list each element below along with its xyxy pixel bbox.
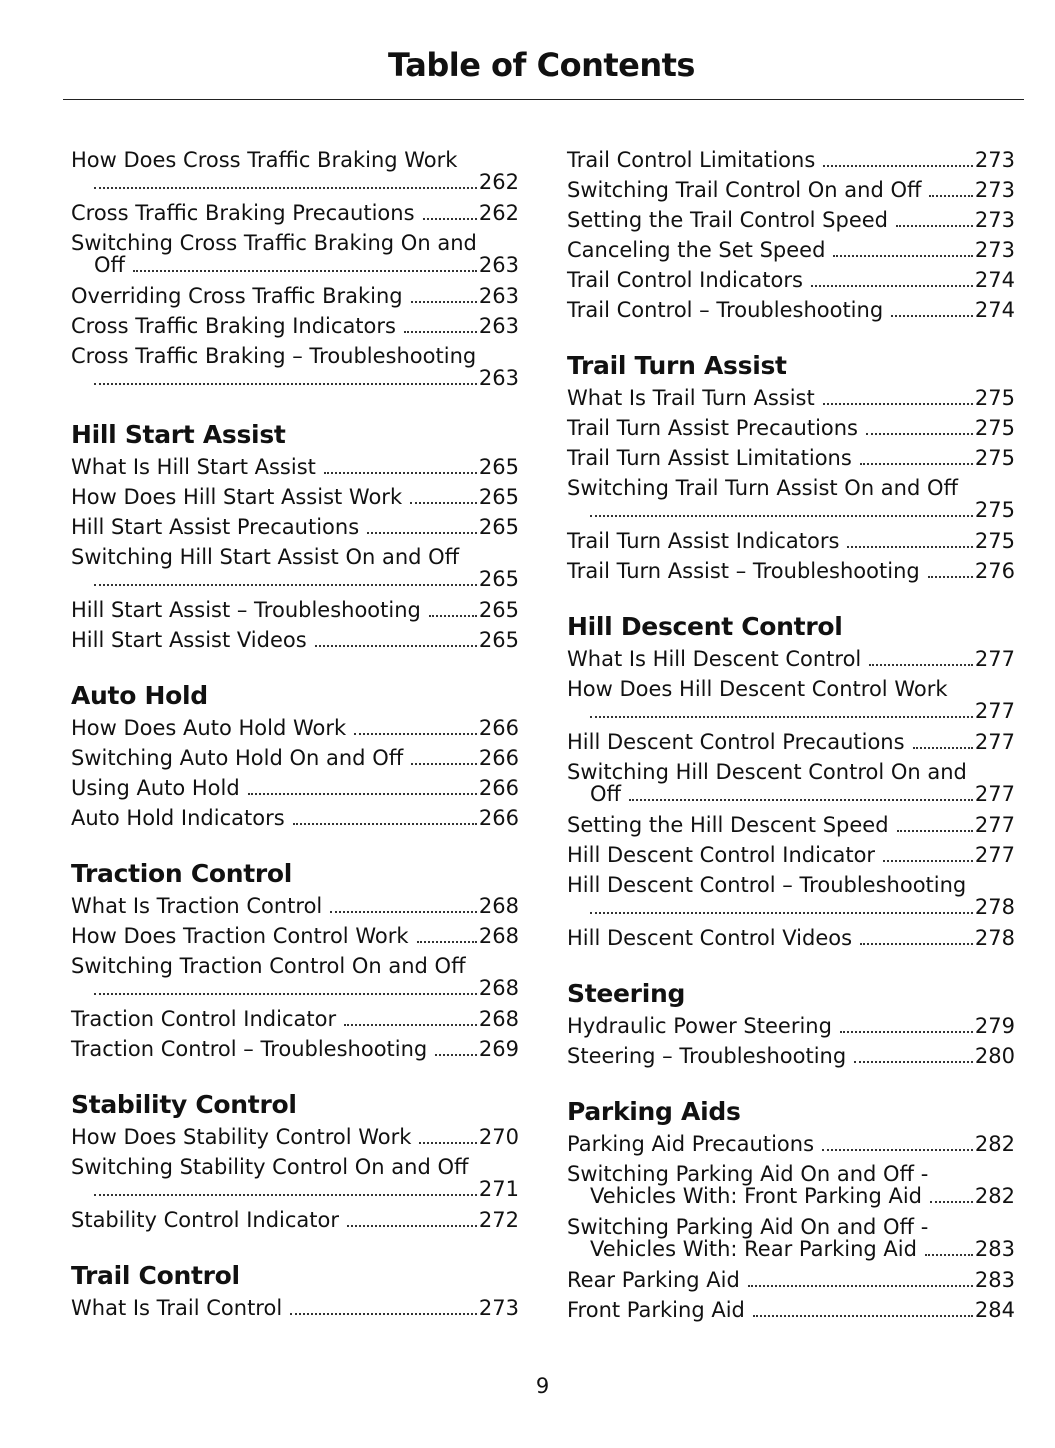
- toc-entry[interactable]: [71, 743, 519, 773]
- entry-title: Setting the Hill Descent Speed: [567, 813, 889, 837]
- entry-title: Switching Parking Aid On and Off -: [567, 1215, 929, 1239]
- dot-leader: [315, 645, 477, 647]
- entry-page-number: 274: [974, 268, 1015, 292]
- entry-page-number: 262: [478, 201, 519, 225]
- entry-page-number: 276: [974, 559, 1015, 583]
- entry-continuation: [567, 1238, 1015, 1265]
- title-divider: [63, 99, 1024, 100]
- entry-title: Switching Stability Control On and Off: [71, 1155, 469, 1179]
- toc-entry[interactable]: [71, 773, 519, 803]
- toc-entry[interactable]: [567, 205, 1015, 235]
- entry-title: Trail Control Limitations: [567, 148, 816, 172]
- entry-title: What Is Traction Control: [71, 894, 323, 918]
- section-heading: Auto Hold: [71, 681, 208, 710]
- entry-page-number: 266: [478, 806, 519, 830]
- entry-page-number: 263: [478, 284, 519, 308]
- dot-leader: [419, 1142, 476, 1144]
- entry-page-number: 277: [974, 782, 1015, 806]
- entry-page-number: 265: [478, 628, 519, 652]
- toc-section: [71, 1259, 519, 1323]
- entry-page-number: 282: [974, 1132, 1015, 1156]
- dot-leader: [411, 763, 477, 765]
- entry-title-continued: Off: [94, 253, 125, 277]
- dot-leader: [423, 218, 477, 220]
- toc-entry[interactable]: [567, 1212, 1015, 1265]
- entry-page-number: 273: [974, 178, 1015, 202]
- entry-title: How Does Hill Start Assist Work: [71, 485, 403, 509]
- entry-page-number: 263: [478, 253, 519, 277]
- toc-section: [71, 418, 519, 655]
- dot-leader: [913, 747, 973, 749]
- entry-page-number: 279: [974, 1014, 1015, 1038]
- dot-leader: [896, 225, 973, 227]
- toc-section: [567, 610, 1015, 953]
- entry-title: Hydraulic Power Steering: [567, 1014, 832, 1038]
- entry-title-continued: Off: [590, 782, 621, 806]
- entry-title: Hill Descent Control Indicator: [567, 843, 876, 867]
- entry-page-number: 275: [974, 386, 1015, 410]
- toc-entry[interactable]: [567, 1265, 1015, 1295]
- toc-entry[interactable]: [567, 175, 1015, 205]
- entry-title: Switching Hill Descent Control On and: [567, 760, 967, 784]
- entry-title: Stability Control Indicator: [71, 1208, 339, 1232]
- entry-page-number: 274: [974, 298, 1015, 322]
- entry-title: How Does Stability Control Work: [71, 1125, 412, 1149]
- entry-title: Trail Turn Assist Limitations: [567, 446, 852, 470]
- entry-title: Cross Traffic Braking Precautions: [71, 201, 415, 225]
- toc-entry[interactable]: [71, 281, 519, 311]
- dot-leader: [347, 1225, 477, 1227]
- entry-page-number: 269: [478, 1037, 519, 1061]
- entry-page-number: 275: [974, 446, 1015, 470]
- entry-title: How Does Hill Descent Control Work: [567, 677, 948, 701]
- dot-leader: [290, 1313, 477, 1315]
- entry-page-number: 277: [974, 699, 1015, 723]
- toc-entry[interactable]: [567, 757, 1015, 810]
- entry-title: What Is Hill Start Assist: [71, 455, 316, 479]
- entry-title: Overriding Cross Traffic Braking: [71, 284, 403, 308]
- entry-page-number: 266: [478, 746, 519, 770]
- toc-entry[interactable]: [71, 542, 519, 595]
- dot-leader: [928, 576, 973, 578]
- entry-page-number: 277: [974, 730, 1015, 754]
- entry-title: Steering – Troubleshooting: [567, 1044, 847, 1068]
- entry-page-number: 268: [478, 1007, 519, 1031]
- toc-entry[interactable]: [567, 265, 1015, 295]
- entry-page-number: 265: [478, 515, 519, 539]
- entry-continuation: [71, 254, 519, 281]
- dot-leader: [411, 301, 477, 303]
- toc-entry[interactable]: [71, 1034, 519, 1064]
- toc-entry[interactable]: [567, 526, 1015, 556]
- dot-leader: [435, 1054, 477, 1056]
- entry-page-number: 283: [974, 1268, 1015, 1292]
- dot-leader: [869, 664, 973, 666]
- entry-title: How Does Cross Traffic Braking Work: [71, 148, 458, 172]
- toc-section: [567, 977, 1015, 1071]
- toc-entry[interactable]: [567, 674, 1015, 727]
- entry-page-number: 266: [478, 716, 519, 740]
- toc-section: [567, 145, 1015, 325]
- entry-continuation: [567, 896, 1015, 923]
- dot-leader: [866, 433, 973, 435]
- toc-entry[interactable]: [71, 1293, 519, 1323]
- toc-section: [71, 145, 519, 394]
- toc-right-column: [567, 145, 1015, 1325]
- entry-title: How Does Traction Control Work: [71, 924, 409, 948]
- section-heading: Trail Control: [71, 1261, 240, 1290]
- entry-title: Hill Descent Control Videos: [567, 926, 853, 950]
- entry-continuation: [71, 568, 519, 595]
- dot-leader: [833, 255, 972, 257]
- entry-title: Hill Start Assist Precautions: [71, 515, 360, 539]
- dot-leader: [94, 383, 477, 385]
- toc-entry[interactable]: [567, 1011, 1015, 1041]
- dot-leader: [811, 285, 973, 287]
- entry-page-number: 268: [478, 976, 519, 1000]
- toc-entry[interactable]: [567, 870, 1015, 923]
- toc-entry[interactable]: [71, 951, 519, 1004]
- dot-leader: [629, 799, 973, 801]
- entry-title: Parking Aid Precautions: [567, 1132, 815, 1156]
- dot-leader: [753, 1315, 973, 1317]
- entry-title: Trail Control – Troubleshooting: [567, 298, 884, 322]
- dot-leader: [860, 943, 973, 945]
- entry-title: Cross Traffic Braking Indicators: [71, 314, 396, 338]
- toc-entry[interactable]: [71, 311, 519, 341]
- dot-leader: [404, 331, 477, 333]
- toc-section: [71, 679, 519, 833]
- toc-entry[interactable]: [567, 383, 1015, 413]
- entry-page-number: 265: [478, 485, 519, 509]
- entry-title: Switching Cross Traffic Braking On and: [71, 231, 477, 255]
- toc-entry[interactable]: [71, 341, 519, 394]
- toc-entry[interactable]: [71, 1122, 519, 1152]
- entry-page-number: 277: [974, 843, 1015, 867]
- entry-page-number: 270: [478, 1125, 519, 1149]
- entry-title-continued: Vehicles With: Rear Parking Aid: [590, 1237, 917, 1261]
- entry-page-number: 277: [974, 813, 1015, 837]
- section-heading: Hill Start Assist: [71, 420, 286, 449]
- entry-page-number: 275: [974, 529, 1015, 553]
- toc-entry[interactable]: [567, 413, 1015, 443]
- entry-title-continued: Vehicles With: Front Parking Aid: [590, 1184, 923, 1208]
- dot-leader: [590, 716, 973, 718]
- dot-leader: [847, 546, 972, 548]
- toc-entry[interactable]: [71, 198, 519, 228]
- dot-leader: [293, 823, 477, 825]
- toc-entry[interactable]: [71, 512, 519, 542]
- entry-page-number: 268: [478, 924, 519, 948]
- section-heading: Stability Control: [71, 1090, 297, 1119]
- toc-entry[interactable]: [71, 145, 519, 198]
- section-heading: Hill Descent Control: [567, 612, 843, 641]
- page-number: 9: [535, 1374, 550, 1398]
- entry-continuation: [567, 1185, 1015, 1212]
- dot-leader: [410, 502, 477, 504]
- entry-title: Trail Turn Assist Indicators: [567, 529, 840, 553]
- dot-leader: [860, 463, 973, 465]
- entry-page-number: 263: [478, 314, 519, 338]
- entry-title: Rear Parking Aid: [567, 1268, 740, 1292]
- toc-entry[interactable]: [71, 452, 519, 482]
- entry-title: What Is Trail Control: [71, 1296, 283, 1320]
- section-heading: Traction Control: [71, 859, 293, 888]
- section-heading: Parking Aids: [567, 1097, 741, 1126]
- toc-entry[interactable]: [567, 810, 1015, 840]
- toc-entry[interactable]: [71, 713, 519, 743]
- dot-leader: [748, 1285, 973, 1287]
- toc-entry[interactable]: [567, 145, 1015, 175]
- entry-page-number: 273: [974, 238, 1015, 262]
- entry-title: Using Auto Hold: [71, 776, 240, 800]
- dot-leader: [891, 315, 973, 317]
- entry-continuation: [71, 367, 519, 394]
- toc-entry[interactable]: [71, 1004, 519, 1034]
- toc-entry[interactable]: [567, 1041, 1015, 1071]
- entry-title: Traction Control Indicator: [71, 1007, 337, 1031]
- entry-page-number: 282: [974, 1184, 1015, 1208]
- dot-leader: [823, 403, 973, 405]
- toc-entry[interactable]: [71, 228, 519, 281]
- toc-entry[interactable]: [567, 1295, 1015, 1325]
- toc-entry[interactable]: [71, 1152, 519, 1205]
- entry-title: Switching Traction Control On and Off: [71, 954, 466, 978]
- entry-title: Switching Hill Start Assist On and Off: [71, 545, 460, 569]
- toc-entry[interactable]: [567, 473, 1015, 526]
- entry-page-number: 262: [478, 170, 519, 194]
- dot-leader: [94, 1194, 477, 1196]
- dot-leader: [354, 733, 477, 735]
- entry-title: Trail Turn Assist Precautions: [567, 416, 858, 440]
- entry-title: Hill Start Assist – Troubleshooting: [71, 598, 421, 622]
- entry-title: Trail Control Indicators: [567, 268, 803, 292]
- entry-title: What Is Trail Turn Assist: [567, 386, 815, 410]
- entry-title: Hill Start Assist Videos: [71, 628, 307, 652]
- toc-section: [567, 349, 1015, 586]
- entry-title: Switching Trail Control On and Off: [567, 178, 922, 202]
- dot-leader: [590, 912, 973, 914]
- toc-entry[interactable]: [567, 1129, 1015, 1159]
- entry-page-number: 280: [974, 1044, 1015, 1068]
- entry-title: Cross Traffic Braking – Troubleshooting: [71, 344, 477, 368]
- toc-entry[interactable]: [567, 840, 1015, 870]
- toc-entry[interactable]: [71, 482, 519, 512]
- dot-leader: [840, 1031, 973, 1033]
- dot-leader: [883, 860, 973, 862]
- entry-title: How Does Auto Hold Work: [71, 716, 347, 740]
- entry-page-number: 265: [478, 598, 519, 622]
- toc-left-column: [71, 145, 519, 1323]
- entry-title: Trail Turn Assist – Troubleshooting: [567, 559, 920, 583]
- entry-page-number: 265: [478, 567, 519, 591]
- entry-title: Auto Hold Indicators: [71, 806, 285, 830]
- dot-leader: [417, 941, 477, 943]
- dot-leader: [330, 911, 477, 913]
- toc-entry[interactable]: [567, 295, 1015, 325]
- entry-page-number: 272: [478, 1208, 519, 1232]
- dot-leader: [930, 1201, 973, 1203]
- toc-entry[interactable]: [71, 891, 519, 921]
- entry-page-number: 273: [974, 208, 1015, 232]
- dot-leader: [925, 1254, 973, 1256]
- entry-page-number: 278: [974, 895, 1015, 919]
- entry-title: Switching Auto Hold On and Off: [71, 746, 404, 770]
- dot-leader: [344, 1024, 477, 1026]
- entry-continuation: [567, 700, 1015, 727]
- toc-entry[interactable]: [567, 923, 1015, 953]
- entry-continuation: [567, 783, 1015, 810]
- entry-page-number: 275: [974, 416, 1015, 440]
- entry-continuation: [71, 171, 519, 198]
- entry-title: Front Parking Aid: [567, 1298, 745, 1322]
- dot-leader: [929, 195, 972, 197]
- entry-page-number: 268: [478, 894, 519, 918]
- toc-section: [567, 1095, 1015, 1325]
- dot-leader: [324, 472, 477, 474]
- toc-entry[interactable]: [71, 595, 519, 625]
- toc-entry[interactable]: [71, 625, 519, 655]
- entry-page-number: 265: [478, 455, 519, 479]
- dot-leader: [133, 270, 477, 272]
- entry-page-number: 275: [974, 498, 1015, 522]
- entry-title: Traction Control – Troubleshooting: [71, 1037, 428, 1061]
- toc-entry[interactable]: [567, 1159, 1015, 1212]
- toc-entry[interactable]: [567, 644, 1015, 674]
- dot-leader: [897, 830, 973, 832]
- dot-leader: [822, 1149, 973, 1151]
- dot-leader: [367, 532, 477, 534]
- entry-page-number: 271: [478, 1177, 519, 1201]
- entry-page-number: 273: [974, 148, 1015, 172]
- dot-leader: [248, 793, 477, 795]
- dot-leader: [429, 615, 477, 617]
- entry-page-number: 278: [974, 926, 1015, 950]
- entry-title: Canceling the Set Speed: [567, 238, 826, 262]
- toc-entry[interactable]: [71, 1205, 519, 1235]
- entry-page-number: 283: [974, 1237, 1015, 1261]
- entry-title: Hill Descent Control Precautions: [567, 730, 905, 754]
- section-heading: Trail Turn Assist: [567, 351, 787, 380]
- entry-page-number: 263: [478, 366, 519, 390]
- entry-title: What Is Hill Descent Control: [567, 647, 862, 671]
- dot-leader: [823, 165, 973, 167]
- page-title: Table of Contents: [388, 46, 695, 84]
- toc-entry[interactable]: [567, 443, 1015, 473]
- toc-entry[interactable]: [71, 803, 519, 833]
- entry-page-number: 277: [974, 647, 1015, 671]
- entry-title: Setting the Trail Control Speed: [567, 208, 889, 232]
- entry-title: Hill Descent Control – Troubleshooting: [567, 873, 967, 897]
- toc-entry[interactable]: [567, 235, 1015, 265]
- dot-leader: [94, 993, 477, 995]
- entry-continuation: [567, 499, 1015, 526]
- toc-entry[interactable]: [71, 921, 519, 951]
- entry-page-number: 266: [478, 776, 519, 800]
- entry-continuation: [71, 1178, 519, 1205]
- entry-title: Switching Parking Aid On and Off -: [567, 1162, 929, 1186]
- dot-leader: [94, 187, 477, 189]
- toc-entry[interactable]: [567, 727, 1015, 757]
- toc-entry[interactable]: [567, 556, 1015, 586]
- toc-section: [71, 1088, 519, 1235]
- dot-leader: [854, 1061, 973, 1063]
- toc-section: [71, 857, 519, 1064]
- entry-continuation: [71, 977, 519, 1004]
- dot-leader: [94, 584, 477, 586]
- section-heading: Steering: [567, 979, 686, 1008]
- entry-page-number: 284: [974, 1298, 1015, 1322]
- entry-title: Switching Trail Turn Assist On and Off: [567, 476, 958, 500]
- entry-page-number: 273: [478, 1296, 519, 1320]
- dot-leader: [590, 515, 973, 517]
